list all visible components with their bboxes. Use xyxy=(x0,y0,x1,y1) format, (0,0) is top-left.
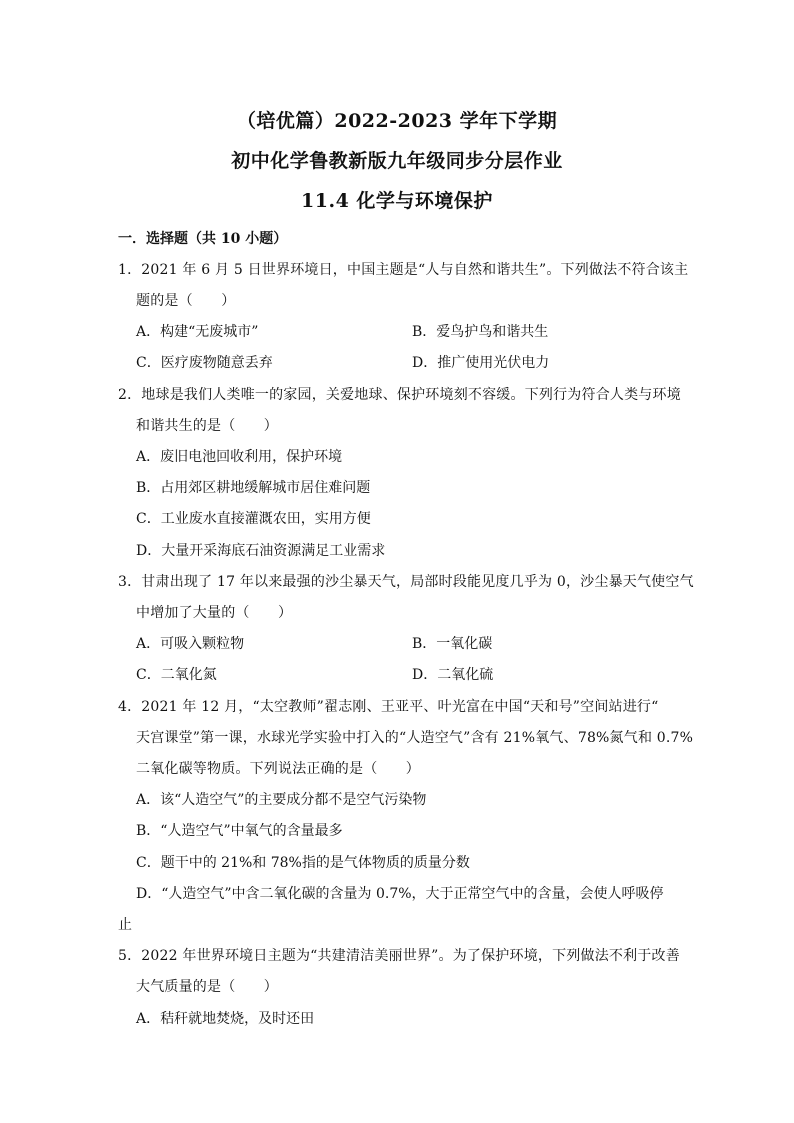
q4-option-b: B．“人造空气”中氧气的含量最多 xyxy=(136,823,343,839)
q3-option-d: D．二氧化硫 xyxy=(412,667,494,683)
q4-stem-line1: 4．2021 年 12 月，“太空教师”翟志刚、王亚平、叶光富在中国“天和号”空间站进行“ xyxy=(118,699,659,715)
q2-option-c: C．工业废水直接灌溉农田，实用方便 xyxy=(136,511,371,527)
q5-option-a: A．秸秆就地焚烧，及时还田 xyxy=(136,1011,315,1027)
q1-option-a: A．构建“无废城市” xyxy=(136,324,259,340)
q4-option-a: A．该“人造空气”的主要成分都不是空气污染物 xyxy=(136,792,427,808)
doc-title-line2: 初中化学鲁教新版九年级同步分层作业 xyxy=(231,150,563,172)
q1-stem-line1: 1．2021 年 6 月 5 日世界环境日，中国主题是“人与自然和谐共生”。下列做法不符合该主 xyxy=(118,262,689,278)
q3-option-b: B．一氧化碳 xyxy=(412,636,493,652)
q1-option-d: D．推广使用光伏电力 xyxy=(412,355,550,371)
section-heading: 一．选择题（共 10 小题） xyxy=(118,231,288,247)
q4-option-d-continued: 止 xyxy=(118,917,132,933)
q1-stem-line2: 题的是（ ） xyxy=(136,293,236,309)
q2-option-d: D．大量开采海底石油资源满足工业需求 xyxy=(136,543,386,559)
q5-stem-line1: 5．2022 年世界环境日主题为“共建清洁美丽世界”。为了保护环境，下列做法不利于改善 xyxy=(118,948,680,964)
q4-option-c: C．题干中的 21%和 78%指的是气体物质的质量分数 xyxy=(136,855,470,871)
q3-stem-line2: 中增加了大量的（ ） xyxy=(136,605,293,621)
q1-option-c: C．医疗废物随意丢弃 xyxy=(136,355,273,371)
q2-option-a: A．废旧电池回收利用，保护环境 xyxy=(136,449,343,465)
q2-stem-line1: 2．地球是我们人类唯一的家园，关爱地球、保护环境刻不容缓。下列行为符合人类与环境 xyxy=(118,387,681,403)
q4-stem-line3: 二氧化碳等物质。下列说法正确的是（ ） xyxy=(136,761,420,777)
q2-stem-line2: 和谐共生的是（ ） xyxy=(136,418,278,434)
doc-title-line1: （培优篇）2022-2023 学年下学期 xyxy=(236,110,558,132)
q4-stem-line2: 天宫课堂”第一课，水球光学实验中打入的“人造空气”含有 21%氧气、78%氮气和 0.7% xyxy=(136,730,694,746)
doc-title-line3: 11.4 化学与环境保护 xyxy=(301,190,493,212)
q3-option-a: A．可吸入颗粒物 xyxy=(136,636,245,652)
q4-option-d: D．“人造空气”中含二氧化碳的含量为 0.7%，大于正常空气中的含量，会使人呼吸停 xyxy=(136,886,664,902)
q3-stem-line1: 3．甘肃出现了 17 年以来最强的沙尘暴天气，局部时段能见度几乎为 0，沙尘暴天气使空气 xyxy=(118,574,694,590)
q1-option-b: B．爱鸟护鸟和谐共生 xyxy=(412,324,549,340)
q3-option-c: C．二氧化氮 xyxy=(136,667,217,683)
q5-stem-line2: 大气质量的是（ ） xyxy=(136,979,278,995)
q2-option-b: B．占用郊区耕地缓解城市居住难问题 xyxy=(136,480,371,496)
